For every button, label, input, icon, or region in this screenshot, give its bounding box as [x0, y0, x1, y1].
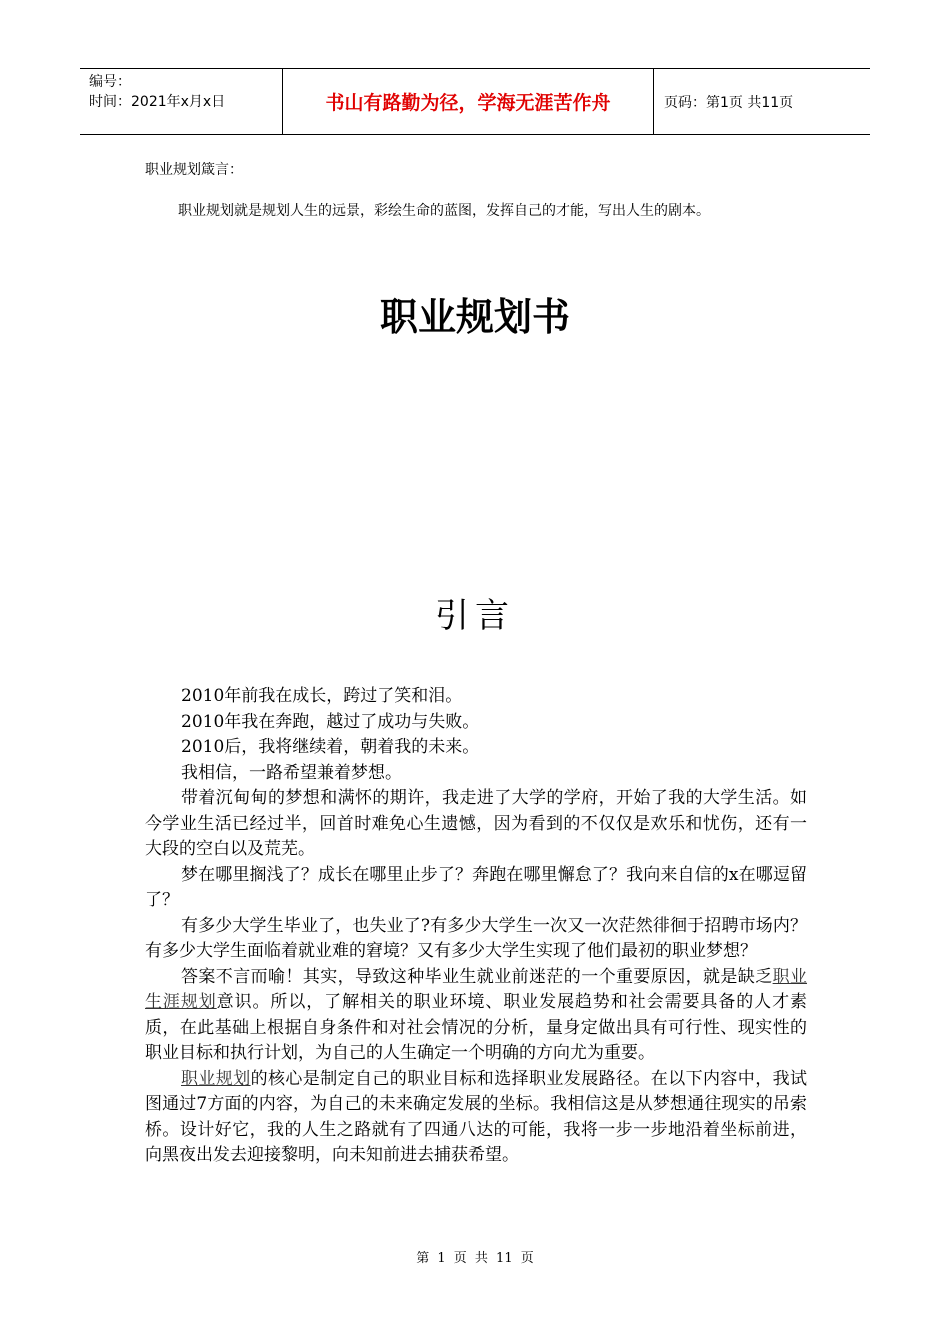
- paragraph-text: 的核心是制定自己的职业目标和选择职业发展路径。在以下内容中，我试图通过7方面的内容，为自己的未来确定发展的坐标。我相信这是从梦想通往现实的吊索桥。设计好它，我的人生之路就有了四通八达的可能，我将一步一步地沿着坐标前进，向黑夜出发去迎接黎明，向未知前进去捕获希望。: [145, 1068, 808, 1165]
- paragraph: 梦在哪里搁浅了？成长在哪里止步了？奔跑在哪里懈怠了？我向来自信的x在哪逗留了？: [145, 864, 807, 910]
- time-label: 时间：2021年x月x日: [89, 94, 226, 110]
- document-title: 职业规划书: [379, 295, 570, 339]
- motto-text: 职业规划就是规划人生的远景，彩绘生命的蓝图，发挥自己的才能，写出人生的剧本。: [178, 203, 710, 219]
- header-meta: [80, 69, 282, 134]
- paragraph: [145, 965, 807, 1067]
- motto-title: 职业规划箴言：: [145, 162, 243, 178]
- page-header: [80, 68, 870, 135]
- career-planning-link[interactable]: 职业生涯规划: [145, 966, 808, 1012]
- paragraph: 2010后，我将继续着，朝着我的未来。: [181, 737, 480, 757]
- paragraph: 有多少大学生毕业了，也失业了?有多少大学生一次又一次茫然徘徊于招聘市场内？有多少大学生面临着就业难的窘境？又有多少大学生实现了他们最初的职业梦想？: [145, 915, 807, 961]
- paragraph-text: 答案不言而喻！其实，导致这种毕业生就业前迷茫的一个重要原因，就是缺乏: [181, 966, 773, 987]
- header-slogan: 书山有路勤为径，学海无涯苦作舟: [282, 69, 654, 134]
- paragraph: 2010年前我在成长，跨过了笑和泪。: [181, 686, 463, 706]
- paragraph: 我相信，一路希望兼着梦想。: [181, 762, 402, 783]
- paragraph: 带着沉甸甸的梦想和满怀的期许，我走进了大学的学府，开始了我的大学生活。如今学业生活已经过半，回首时难免心生遗憾，因为看到的不仅仅是欢乐和忧伤，还有一大段的空白以及荒芜。: [145, 788, 807, 859]
- header-page-info: 页码：第1页 共11页: [664, 94, 794, 111]
- paragraph: [145, 1067, 807, 1169]
- career-plan-link[interactable]: 职业规划: [181, 1068, 251, 1089]
- page-footer: 第 1 页 共 11 页: [416, 1251, 534, 1266]
- paragraph: 2010年我在奔跑，越过了成功与失败。: [181, 711, 480, 732]
- number-label: 编号：: [89, 74, 131, 90]
- document-body: [145, 684, 807, 1169]
- section-title: 引言: [435, 596, 515, 636]
- paragraph-text: 意识。所以，了解相关的职业环境、职业发展趋势和社会需要具备的人才素质，在此基础上根据自身条件和对社会情况的分析，量身定做出具有可行性、现实性的职业目标和执行计划，为自己的人生确定一个明确的方向尤为重要。: [145, 992, 808, 1063]
